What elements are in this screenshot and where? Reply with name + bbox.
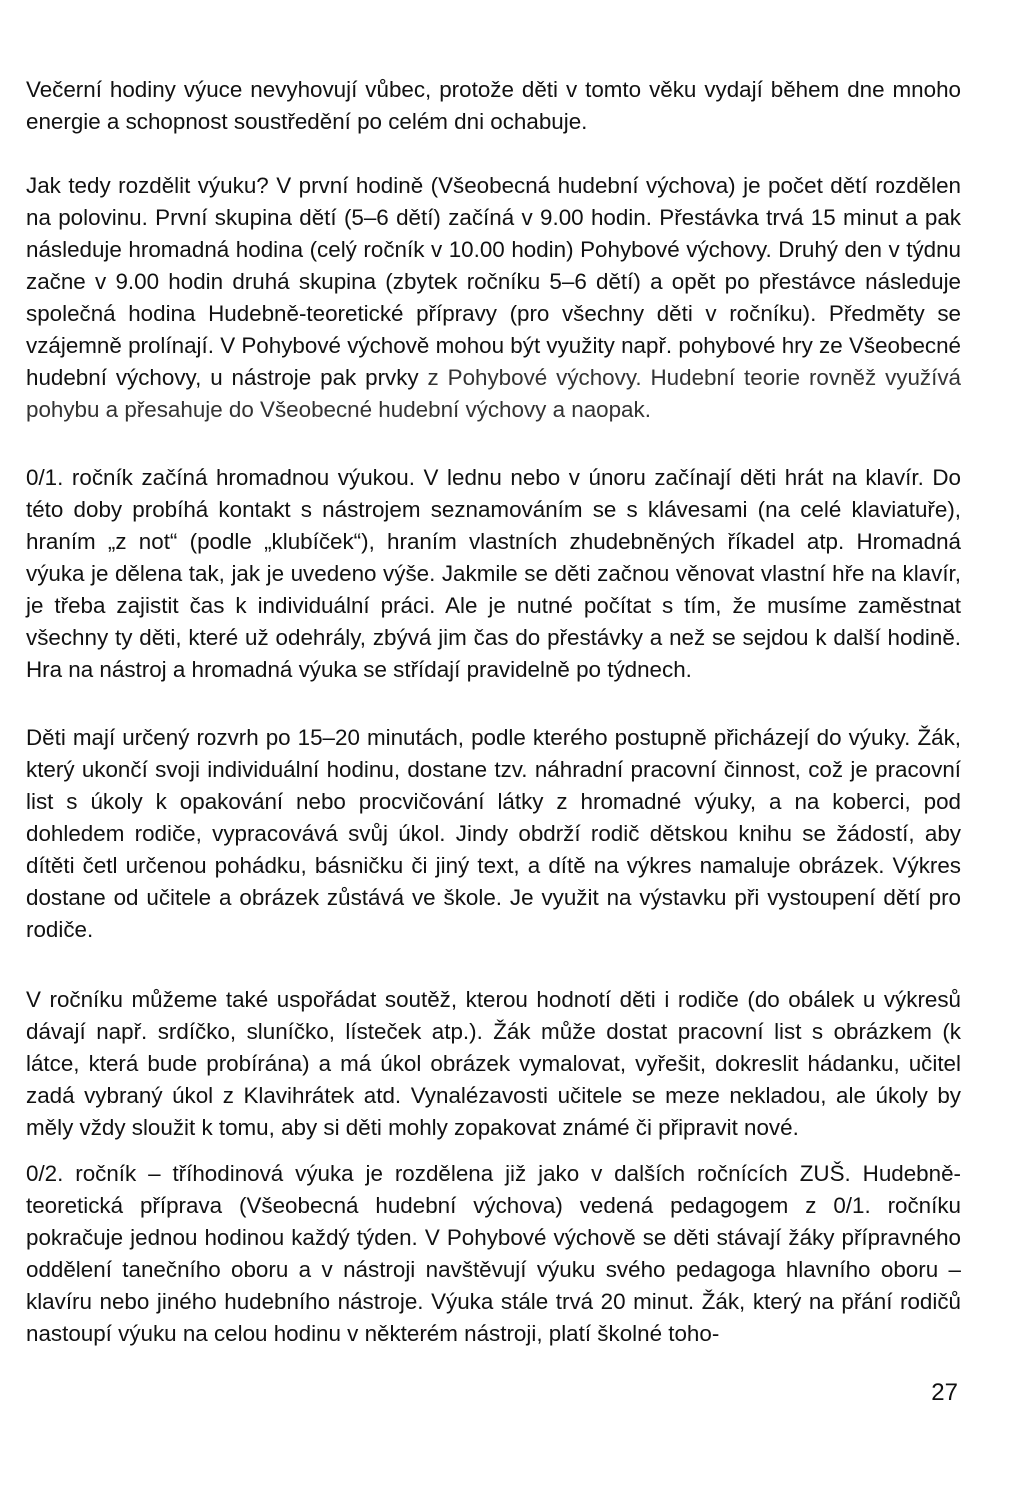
paragraph-competition: V ročníku můžeme také uspořádat soutěž, kterou hodnotí děti i rodiče (do obálek u výkresů dávají např. srdíčko, sluníčko, lísteček atp.). Žák může dostat pracovní list s obrázkem (k látce, která bude probírána) a má úkol obrázek vymalovat, vyřešit, dokreslit hádanku, učitel zadá vybraný úkol z Klavihrátek atd. Vynalézavosti učitele se meze nekladou, ale úkoly by měly vždy sloužit k tomu, aby si děti mohly zopakovat známé či připravit nové. (26, 987, 961, 1140)
page-number: 27 (931, 1379, 958, 1406)
paragraph-first-year: 0/1. ročník začíná hromadnou výukou. V lednu nebo v únoru začínají děti hrát na klavír. Do této doby probíhá kontakt s nástrojem seznamováním se s klávesami (na celé klaviatuře), hraním „z not“ (podle „klubíček“), hraním vlastních zhudebněných říkadel atp. Hromadná výuka je dělena tak, jak je uvedeno výše. Jakmile se děti začnou věnovat vlastní hře na klavír, je třeba zajistit čas k individuální práci. Ale je nutné počítat s tím, že musíme zaměstnat všechny ty děti, které už odehrály, zbývá jim čas do přestávky a než se sejdou k další hodině. Hra na nástroj a hromadná výuka se střídají pravidelně po týdnech. (26, 465, 961, 682)
paragraph-schedule: Děti mají určený rozvrh po 15–20 minutách, podle kterého postupně přicházejí do výuky. Žák, který ukončí svoji individuální hodinu, dostane tzv. náhradní pracovní činnost, což je pracovní list s úkoly k opakování nebo procvičování látky z hromadné výuky, a na koberci, pod dohledem rodiče, vypracovává svůj úkol. Jindy obdrží rodič dětskou knihu se žádostí, aby dítěti četl určenou pohádku, básničku či jiný text, a dítě na výkres namaluje obrázek. Výkres dostane od učitele a obrázek zůstává ve škole. Je využit na výstavku při vystoupení dětí pro rodiče. (26, 725, 961, 942)
page-body (26, 74, 961, 1350)
paragraph-second-year: 0/2. ročník – tříhodinová výuka je rozdělena již jako v dalších ročnících ZUŠ. Hudebně-teoretická příprava (Všeobecná hudební výchova) vedená pedagogem z 0/1. ročníku pokračuje jednou hodinou každý týden. V Pohybové výchově se děti stávají žáky přípravného oddělení tanečního oboru a v nástroji navštěvují výuku svého pedagoga hlavního oboru – klavíru nebo jiného hudebního nástroje. Výuka stále trvá 20 minut. Žák, který na přání rodičů nastoupí výuku na celou hodinu v některém nástroji, platí školné toho- (26, 1161, 961, 1346)
paragraph-lesson-division-continuation: z Pohybové výchovy. Hudební teorie rovněž využívá pohybu a přesahuje do Všeobecné hudební výchovy a naopak. (26, 365, 961, 422)
paragraph-lesson-division (26, 170, 961, 426)
paragraph-evening-hours: Večerní hodiny výuce nevyhovují vůbec, protože děti v tomto věku vydají během dne mnoho energie a schopnost soustředění po celém dni ochabuje. (26, 77, 961, 134)
paragraph-lesson-division-text: Jak tedy rozdělit výuku? V první hodině (Všeobecná hudební výchova) je počet dětí rozdělen na polovinu. První skupina dětí (5–6 dětí) začíná v 9.00 hodin. Přestávka trvá 15 minut a pak následuje hromadná hodina (celý ročník v 10.00 hodin) Pohybové výchovy. Druhý den v týdnu začne v 9.00 hodin druhá skupina (zbytek ročníku 5–6 dětí) a opět po přestávce následuje společná hodina Hudebně-teoretické přípravy (pro všechny děti v ročníku). Předměty se vzájemně prolínají. V Pohybové výchově mohou být využity např. pohybové hry ze Všeobecné hudební výchovy, u nástroje pak prvky (26, 173, 961, 390)
